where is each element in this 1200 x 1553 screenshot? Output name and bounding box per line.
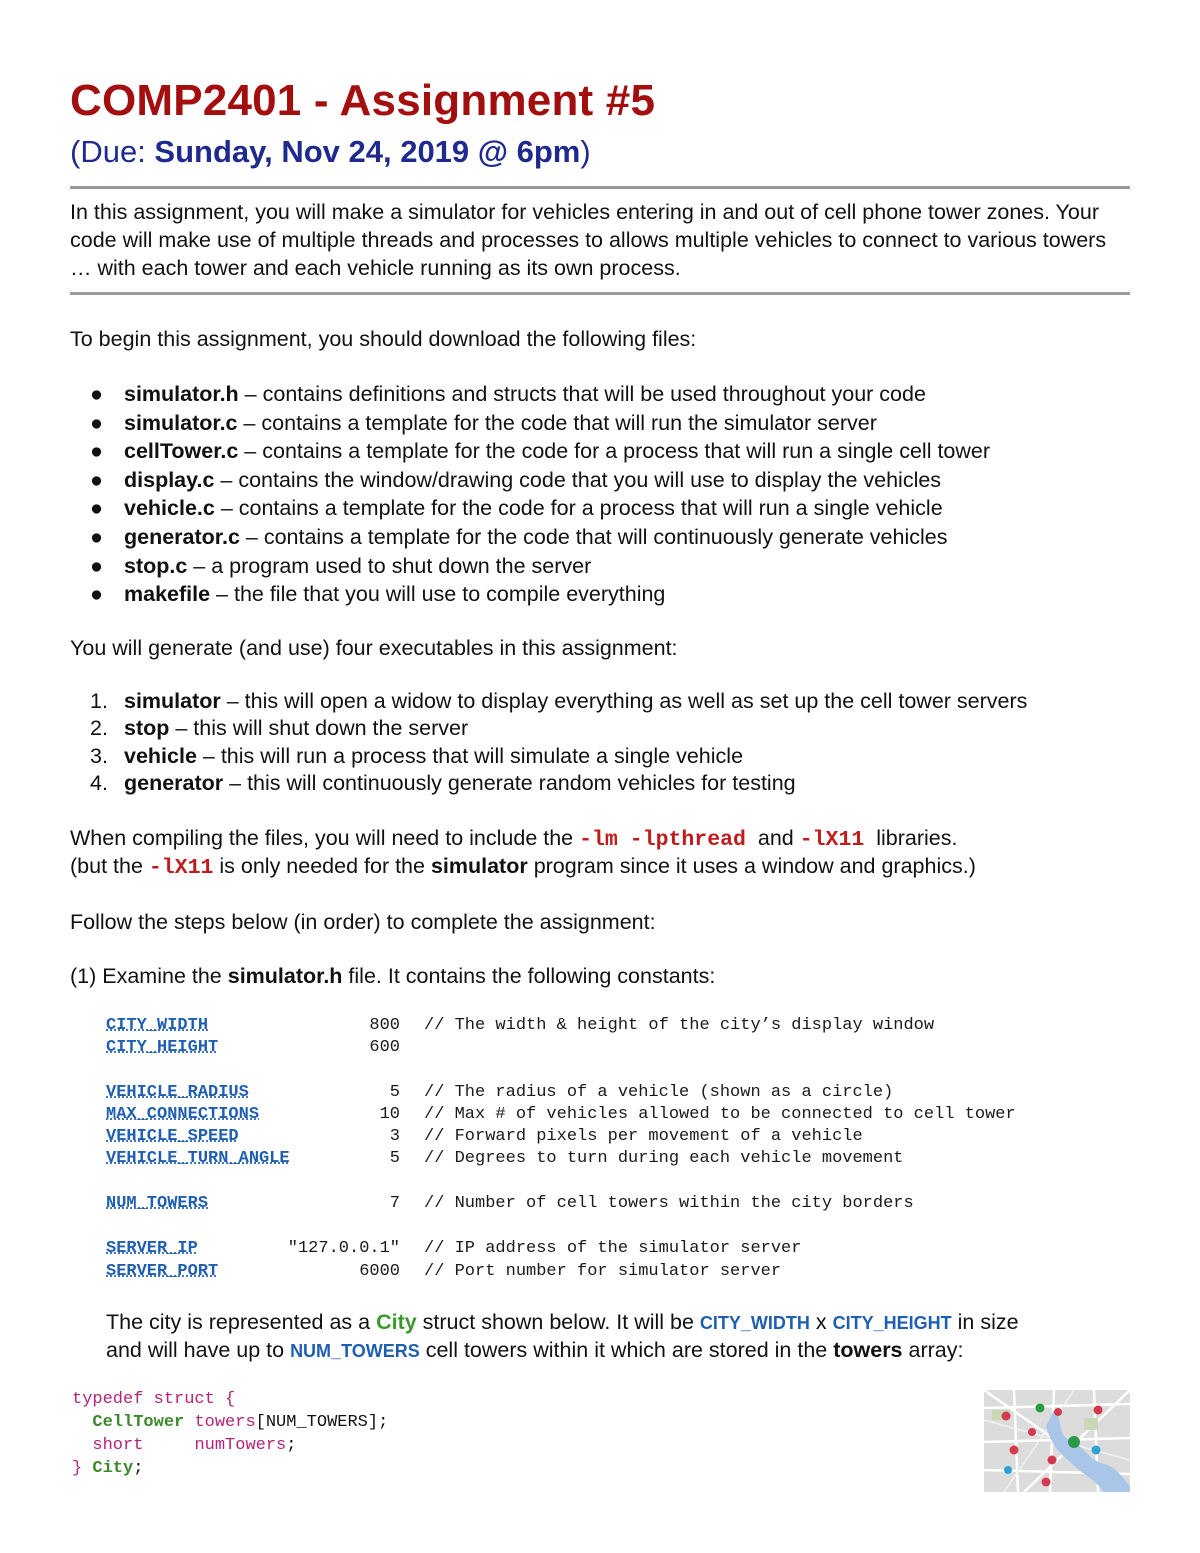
- exec-desc: – this will open a widow to display everything as well as set up the cell tower servers: [220, 689, 1028, 713]
- list-item: ● makefile – the file that you will use to compile everything: [90, 582, 666, 607]
- constant-name: CITY_HEIGHT: [106, 1038, 219, 1057]
- exec-intro: You will generate (and use) four executables in this assignment:: [70, 636, 678, 660]
- constant-value: 7: [389, 1194, 400, 1213]
- divider: [70, 292, 1130, 295]
- text: (but the: [70, 854, 149, 878]
- flag-lx11: -lX11: [799, 828, 865, 852]
- constant-comment: // Port number for simulator server: [424, 1262, 782, 1281]
- file-name: stop.c: [124, 553, 188, 578]
- due-date: [70, 134, 591, 170]
- code-field: numTowers: [194, 1436, 287, 1455]
- constant-name: VEHICLE_RADIUS: [106, 1083, 249, 1102]
- item-number: 1.: [90, 689, 108, 713]
- item-number: 2.: [90, 716, 108, 741]
- city-paragraph-line-1: [106, 1310, 1019, 1335]
- file-name: makefile: [124, 582, 211, 607]
- exec-desc: – this will shut down the server: [169, 716, 469, 741]
- constant-ref: CITY_HEIGHT: [832, 1313, 952, 1333]
- file-desc: – contains the window/drawing code that you will use to display the vehicles: [214, 467, 942, 492]
- file-name: display.c: [124, 467, 215, 492]
- constant-comment: // The radius of a vehicle (shown as a circle): [424, 1083, 894, 1102]
- text: is only needed for the: [213, 854, 431, 878]
- exec-name: simulator: [124, 689, 221, 713]
- constant-name: VEHICLE_TURN_ANGLE: [106, 1149, 290, 1168]
- text: and will have up to: [106, 1338, 291, 1362]
- due-date-value: Sunday, Nov 24, 2019 @ 6pm: [154, 134, 581, 169]
- compile-line-2: [70, 854, 976, 880]
- constant-comment: // Degrees to turn during each vehicle movement: [424, 1149, 904, 1168]
- text: struct shown below. It will be: [416, 1310, 700, 1334]
- constant-value: 5: [389, 1149, 400, 1168]
- constant-ref: NUM_TOWERS: [290, 1341, 420, 1361]
- exec-name: stop: [124, 716, 170, 741]
- file-list: [70, 380, 990, 609]
- city-map-image: [984, 1390, 1130, 1492]
- code-text: ;: [286, 1436, 297, 1455]
- page-title: COMP2401 - Assignment #5: [70, 76, 656, 125]
- list-item: ● generator.c – contains a template for the code that will continuously generate vehicles: [90, 524, 948, 549]
- file-desc: – contains definitions and structs that will be used throughout your code: [238, 382, 926, 406]
- constant-name: SERVER_PORT: [106, 1262, 219, 1281]
- constant-comment: // IP address of the simulator server: [424, 1239, 802, 1258]
- file-desc: – contains a template for the code for a process that will run a single vehicle: [214, 496, 943, 521]
- constant-value: "127.0.0.1": [287, 1239, 400, 1258]
- exec-desc: – this will continuously generate random vehicles for testing: [223, 770, 796, 795]
- array-name: towers: [833, 1338, 903, 1362]
- constant-name: NUM_TOWERS: [106, 1194, 209, 1213]
- divider: [70, 186, 1130, 189]
- flag-lm: -lm: [579, 828, 618, 852]
- file-name: vehicle.c: [124, 496, 215, 521]
- constant-comment: // The width & height of the city’s display window: [424, 1016, 935, 1035]
- list-item: [70, 743, 1027, 770]
- constant-value: 600: [369, 1038, 400, 1057]
- constant-name: VEHICLE_SPEED: [106, 1127, 239, 1146]
- text: (1) Examine the: [70, 964, 228, 988]
- text: x: [809, 1310, 833, 1334]
- due-prefix: (Due:: [70, 134, 155, 169]
- program-name: simulator: [430, 854, 528, 878]
- code-type: short: [92, 1436, 144, 1455]
- exec-name: vehicle: [124, 743, 197, 768]
- flag-lx11: -lX11: [148, 856, 214, 880]
- text: When compiling the files, you will need to include the: [70, 826, 580, 850]
- city-paragraph-line-2: [106, 1338, 963, 1363]
- constant-name: MAX_CONNECTIONS: [106, 1105, 260, 1124]
- code-text: }: [72, 1459, 93, 1478]
- list-item: [70, 770, 1027, 797]
- text: The city is represented as a: [106, 1310, 377, 1334]
- due-suffix: ): [580, 134, 591, 169]
- file-desc: – a program used to shut down the server: [187, 553, 592, 578]
- text: libraries.: [870, 826, 958, 850]
- steps-intro: Follow the steps below (in order) to complete the assignment:: [70, 910, 656, 934]
- file-desc: – the file that you will use to compile everything: [210, 582, 666, 607]
- intro-paragraph: In this assignment, you will make a simulator for vehicles entering in and out of cell phone tower zones. Your code will make use of multiple threads and processes to allows multiple vehicles to connect to various towers … with each tower and each vehicle running as its own process.: [70, 200, 1107, 280]
- list-item: [70, 688, 1027, 715]
- file-name: cellTower.c: [124, 439, 239, 464]
- code-type: CellTower: [92, 1413, 185, 1432]
- file-name: simulator.h: [124, 382, 239, 406]
- file-name: simulator.c: [124, 410, 238, 435]
- city-struct-code: [72, 1388, 388, 1480]
- constant-value: 800: [369, 1016, 400, 1035]
- list-item: ● simulator.h – contains definitions and structs that will be used throughout your code: [90, 382, 926, 406]
- constant-comment: // Forward pixels per movement of a vehicle: [424, 1127, 863, 1146]
- file-name: generator.c: [124, 524, 240, 549]
- text: cell towers within it which are stored in the: [419, 1338, 834, 1362]
- flag-lpthread: -lpthread: [629, 828, 746, 852]
- file-desc: – contains a template for the code that will run the simulator server: [237, 410, 877, 435]
- file-desc: – contains a template for the code that will continuously generate vehicles: [239, 524, 948, 549]
- constant-value: 5: [389, 1083, 400, 1102]
- text: in size: [951, 1310, 1019, 1334]
- list-item: ● vehicle.c – contains a template for the code for a process that will run a single vehicle: [90, 496, 943, 521]
- code-field: towers: [194, 1413, 256, 1432]
- exec-name: generator: [124, 770, 224, 795]
- item-number: 4.: [90, 770, 108, 795]
- constant-comment: // Number of cell towers within the city borders: [424, 1194, 914, 1213]
- constant-comment: // Max # of vehicles allowed to be connected to cell tower: [424, 1105, 1016, 1124]
- step-1: [70, 964, 715, 989]
- code-text: [NUM_TOWERS];: [255, 1413, 389, 1432]
- constant-ref: CITY_WIDTH: [699, 1313, 810, 1333]
- constant-value: 10: [379, 1105, 400, 1124]
- list-item: ● display.c – contains the window/drawing code that you will use to display the vehicles: [90, 467, 942, 492]
- constant-value: 3: [389, 1127, 400, 1146]
- code-type: City: [92, 1459, 134, 1478]
- exec-desc: – this will run a process that will simulate a single vehicle: [196, 743, 744, 768]
- constant-value: 6000: [359, 1262, 400, 1281]
- code-line: typedef struct {: [72, 1390, 236, 1409]
- item-number: 3.: [90, 743, 108, 768]
- text: file. It contains the following constants:: [342, 964, 716, 988]
- list-item: ● cellTower.c – contains a template for the code for a process that will run a single cell tower: [90, 439, 991, 464]
- text: program since it uses a window and graphics.): [527, 854, 976, 878]
- text: and: [751, 826, 800, 850]
- list-item: ● stop.c – a program used to shut down the server: [90, 553, 592, 578]
- struct-name: City: [376, 1310, 417, 1334]
- city-map-icon: [984, 1390, 1130, 1492]
- code-text: ;: [133, 1459, 144, 1478]
- download-intro: To begin this assignment, you should download the following files:: [70, 327, 697, 351]
- list-item: ● simulator.c – contains a template for the code that will run the simulator server: [90, 410, 877, 435]
- constant-name: CITY_WIDTH: [106, 1016, 209, 1035]
- list-item: [70, 715, 1027, 742]
- text: array:: [902, 1338, 964, 1362]
- file-desc: – contains a template for the code for a process that will run a single cell tower: [238, 439, 991, 464]
- constant-name: SERVER_IP: [106, 1239, 198, 1258]
- executable-list: [70, 688, 1027, 797]
- file-name: simulator.h: [227, 964, 343, 988]
- compile-line-1: [70, 826, 957, 852]
